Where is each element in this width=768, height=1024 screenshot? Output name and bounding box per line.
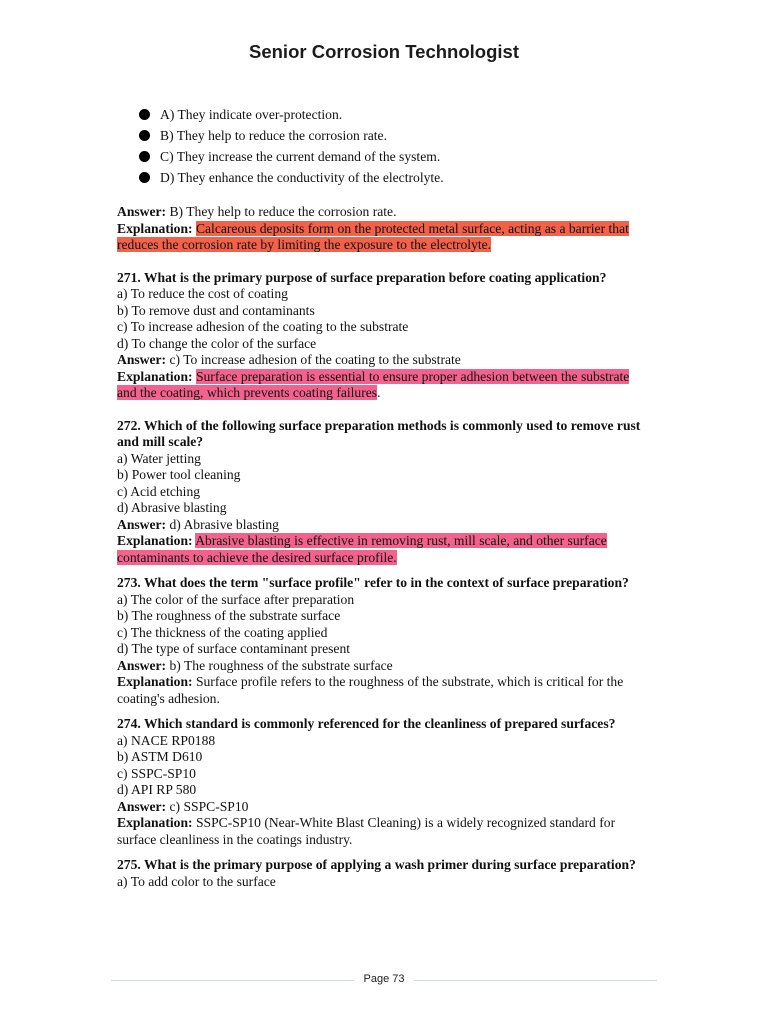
highlighted-text: Abrasive blasting is effective in removing rust, mill scale, and other surface contaminants to achieve the desired surface profile. xyxy=(117,533,607,565)
option: a) To add color to the surface xyxy=(117,873,276,889)
question-274 xyxy=(117,716,652,848)
option: a) The color of the surface after preparation xyxy=(117,591,355,607)
option: a) Water jetting xyxy=(117,450,201,466)
highlighted-text: Surface preparation is essential to ensure proper adhesion between the substrate and the coating, which prevents coating failures xyxy=(117,368,630,400)
answer: Answer: d) Abrasive blasting xyxy=(117,516,279,532)
footer-divider xyxy=(414,980,657,981)
option: d) Abrasive blasting xyxy=(117,500,227,515)
option: d) To change the color of the surface xyxy=(117,335,317,351)
explanation: Explanation: Abrasive blasting is effective in removing rust, mill scale, and other surface contaminants to achieve the desired surface profile. xyxy=(117,533,607,565)
option: c) The thickness of the coating applied xyxy=(117,624,328,640)
question-271 xyxy=(117,270,652,402)
bullet-icon xyxy=(139,172,150,183)
option: b) Power tool cleaning xyxy=(117,467,241,482)
page-body xyxy=(117,104,652,890)
prev-answer: Answer: B) They help to reduce the corrosion rate. xyxy=(117,204,397,219)
question-272 xyxy=(117,418,652,567)
list-item: C) They increase the current demand of the system. xyxy=(117,146,652,167)
question-text: 273. What does the term "surface profile" refer to in the context of surface preparation? xyxy=(117,575,629,590)
bullet-icon xyxy=(139,130,150,141)
highlighted-text: Calcareous deposits form on the protected metal surface, acting as a barrier that reduces the corrosion rate by limiting the exposure to the electrolyte. xyxy=(117,220,629,252)
option: b) The roughness of the substrate surface xyxy=(117,608,341,623)
option: d) API RP 580 xyxy=(117,782,197,797)
question-273 xyxy=(117,575,652,707)
option: a) NACE RP0188 xyxy=(117,732,216,748)
question-text: 272. Which of the following surface preparation methods is commonly used to remove rust and mill scale? xyxy=(117,417,641,449)
prev-explanation: Explanation: Calcareous deposits form on the protected metal surface, acting as a barrier that reduces the corrosion rate by limiting the exposure to the electrolyte. xyxy=(117,220,629,252)
option: a) To reduce the cost of coating xyxy=(117,286,288,301)
question-text: 275. What is the primary purpose of applying a wash primer during surface preparation? xyxy=(117,857,636,872)
page-number: Page 73 xyxy=(363,973,405,985)
explanation: Explanation: Surface profile refers to the roughness of the substrate, which is critical for the coating's adhesion. xyxy=(117,674,624,706)
option: c) Acid etching xyxy=(117,483,201,499)
option: b) ASTM D610 xyxy=(117,749,203,764)
option: d) The type of surface contaminant present xyxy=(117,641,351,656)
explanation: Explanation: SSPC-SP10 (Near-White Blast Cleaning) is a widely recognized standard for surface cleanliness in the coatings industry. xyxy=(117,815,616,847)
footer-divider xyxy=(111,980,354,981)
question-text: 274. Which standard is commonly referenced for the cleanliness of prepared surfaces? xyxy=(117,716,616,731)
option: c) To increase adhesion of the coating to the substrate xyxy=(117,319,409,334)
option: c) SSPC-SP10 xyxy=(117,765,196,781)
question-text: 271. What is the primary purpose of surface preparation before coating application? xyxy=(117,269,607,285)
bullet-icon xyxy=(139,109,150,120)
page-title: Senior Corrosion Technologist xyxy=(249,41,519,62)
list-item: B) They help to reduce the corrosion rate. xyxy=(117,125,652,146)
answer: Answer: c) SSPC-SP10 xyxy=(117,798,249,814)
list-item: A) They indicate over-protection. xyxy=(117,104,652,125)
prev-options-list xyxy=(117,104,652,188)
answer: Answer: c) To increase adhesion of the coating to the substrate xyxy=(117,352,461,367)
list-item: D) They enhance the conductivity of the electrolyte. xyxy=(117,167,652,188)
explanation: Explanation: Surface preparation is essential to ensure proper adhesion between the substrate and the coating, which prevents coating failures. xyxy=(117,368,630,400)
answer: Answer: b) The roughness of the substrate surface xyxy=(117,657,393,673)
bullet-icon xyxy=(139,151,150,162)
option: b) To remove dust and contaminants xyxy=(117,302,315,318)
question-275 xyxy=(117,857,652,890)
